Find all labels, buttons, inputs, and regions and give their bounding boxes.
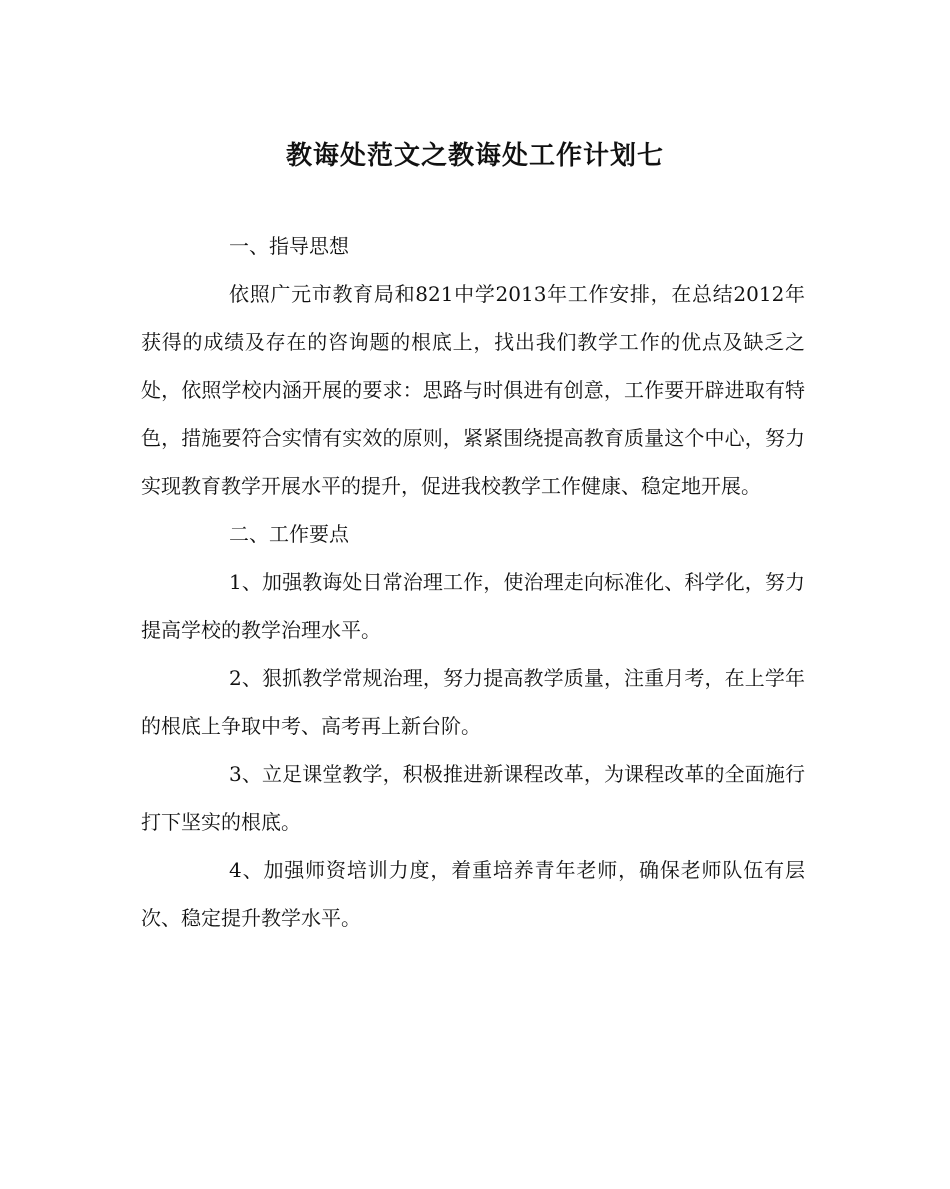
document-title: 教诲处范文之教诲处工作计划七 bbox=[285, 141, 664, 171]
work-point-2: 2、狠抓教学常规治理，努力提高教学质量，注重月考，在上学年的根底上争取中考、高考再上新台阶。 bbox=[141, 666, 805, 738]
paragraph-guiding-thought: 依照广元市教育局和821中学2013年工作安排，在总结2012年获得的成绩及存在的咨询题的根底上，找出我们教学工作的优点及缺乏之处，依照学校内涵开展的要求：思路与时俱进有创意，工作要开辟进取有特色，措施要符合实情有实效的原则，紧紧围绕提高教育质量这个中心，努力实现教育教学开展水平的提升，促进我校教学工作健康、稳定地开展。 bbox=[141, 282, 805, 498]
work-point-3: 3、立足课堂教学，积极推进新课程改革，为课程改革的全面施行打下坚实的根底。 bbox=[141, 762, 805, 834]
work-point-4: 4、加强师资培训力度，着重培养青年老师，确保老师队伍有层次、稳定提升教学水平。 bbox=[141, 858, 805, 930]
section-heading-guiding-thought: 一、指导思想 bbox=[229, 234, 349, 258]
work-point-1: 1、加强教诲处日常治理工作，使治理走向标准化、科学化，努力提高学校的教学治理水平。 bbox=[141, 570, 805, 642]
document-body bbox=[141, 222, 805, 942]
section-heading-work-points: 二、工作要点 bbox=[229, 522, 349, 546]
